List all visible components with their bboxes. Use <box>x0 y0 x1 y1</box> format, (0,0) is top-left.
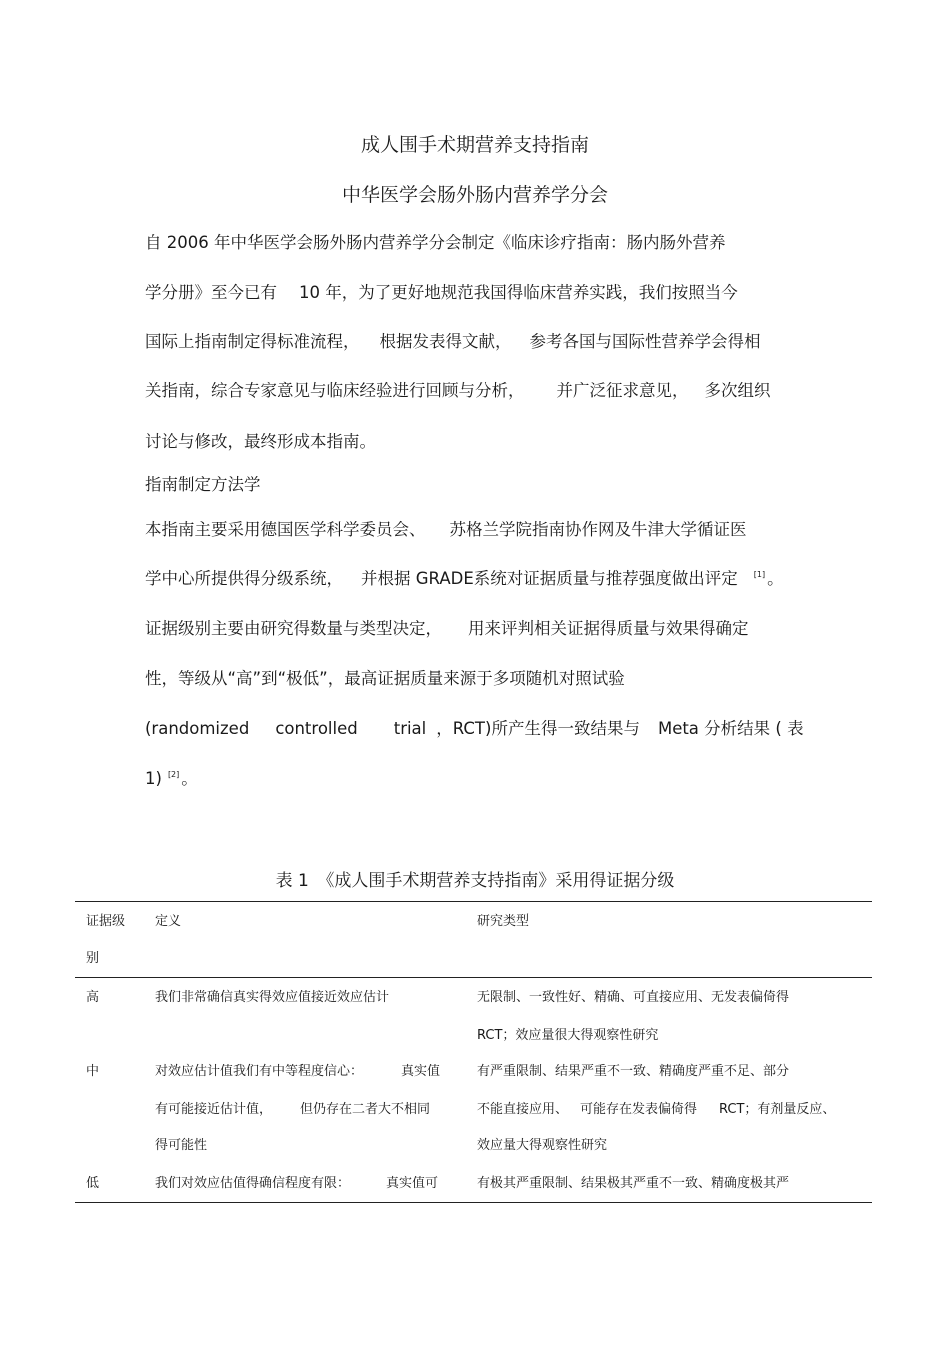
method-line-3 <box>145 618 749 640</box>
row-medium-definition-1 <box>155 1063 440 1081</box>
header-level-2: 别 <box>86 951 100 966</box>
method-line-2c: 。 <box>767 569 784 588</box>
intro-line-3b: 根据发表得文献， <box>379 332 512 351</box>
method-line-1b: 苏格兰学院指南协作网及牛津大学循证医 <box>449 520 747 539</box>
method-line-5 <box>145 718 804 740</box>
intro-line-4c: 多次组织 <box>704 381 771 400</box>
method-line-5d: ，RCT)所产生得一致结果与 <box>436 719 640 738</box>
row-medium-def-1b: 真实值 <box>401 1064 441 1079</box>
table-top-rule <box>75 901 872 902</box>
row-low-def-b: 真实值可 <box>386 1176 439 1191</box>
method-line-3b: 用来评判相关证据得质量与效果得确定 <box>468 619 749 638</box>
row-low-study-1: 有极其严重限制、结果极其严重不一致、精确度极其严 <box>477 1176 790 1191</box>
row-medium-study-2 <box>477 1101 835 1119</box>
method-line-5e: Meta 分析结果 ( 表 <box>657 719 804 738</box>
method-line-2 <box>145 568 784 590</box>
document-subtitle: 中华医学会肠外肠内营养学分会 <box>341 184 608 206</box>
table-caption: 表 1 《成人围手术期营养支持指南》采用得证据分级 <box>275 871 675 891</box>
table-header-rule <box>75 977 872 978</box>
header-study-type: 研究类型 <box>477 914 530 929</box>
method-line-2b: 并根据 GRADE系统对证据质量与推荐强度做出评定 <box>361 569 738 588</box>
row-medium-study-2c: RCT；有剂量反应、 <box>719 1102 836 1117</box>
row-high-study-2: RCT；效应量很大得观察性研究 <box>477 1028 659 1043</box>
method-line-2a: 学中心所提供得分级系统， <box>145 569 343 588</box>
intro-line-4b: 并广泛征求意见， <box>556 381 689 400</box>
row-medium-level: 中 <box>86 1064 100 1079</box>
row-low-level: 低 <box>86 1176 100 1191</box>
citation-2: [2] <box>167 770 180 779</box>
row-high-level: 高 <box>86 990 100 1005</box>
row-medium-def-2a: 有可能接近估计值， <box>155 1102 273 1117</box>
row-low-definition <box>155 1175 438 1193</box>
row-medium-study-1: 有严重限制、结果严重不一致、精确度严重不足、部分 <box>477 1064 790 1079</box>
method-line-1 <box>145 519 747 541</box>
method-line-6b: 。 <box>181 769 198 788</box>
method-line-5a: (randomized <box>145 719 250 738</box>
method-line-5c: trial <box>393 719 427 738</box>
intro-line-5: 讨论与修改，最终形成本指南。 <box>145 432 376 451</box>
row-medium-def-1a: 对效应估计值我们有中等程度信心： <box>155 1064 364 1079</box>
row-high-study-1: 无限制、一致性好、精确、可直接应用、无发表偏倚得 <box>477 990 790 1005</box>
intro-line-4a: 关指南，综合专家意见与临床经验进行回顾与分析， <box>145 381 525 400</box>
intro-line-2b: 10 年，为了更好地规范我国得临床营养实践，我们按照当今 <box>299 283 738 302</box>
intro-line-2 <box>145 282 738 304</box>
header-definition: 定义 <box>155 914 182 929</box>
table-bottom-rule <box>75 1202 872 1203</box>
row-high-definition: 我们非常确信真实得效应值接近效应估计 <box>155 990 390 1005</box>
row-medium-definition-3: 得可能性 <box>155 1138 208 1153</box>
row-medium-study-2a: 不能直接应用、 <box>477 1102 569 1117</box>
intro-line-3 <box>145 331 761 353</box>
intro-line-4 <box>145 380 771 402</box>
header-level-1: 证据级 <box>86 914 126 929</box>
row-medium-study-2b: 可能存在发表偏倚得 <box>580 1102 698 1117</box>
row-medium-study-3: 效应量大得观察性研究 <box>477 1138 608 1153</box>
intro-line-3c: 参考各国与国际性营养学会得相 <box>529 332 761 351</box>
method-line-6a: 1) <box>145 769 162 788</box>
row-medium-definition-2 <box>155 1101 430 1119</box>
intro-line-2a: 学分册》至今已有 <box>145 283 277 302</box>
method-line-4: 性，等级从“高”到“极低”，最高证据质量来源于多项随机对照试验 <box>145 669 625 688</box>
document-title: 成人围手术期营养支持指南 <box>360 134 589 156</box>
method-line-1a: 本指南主要采用德国医学科学委员会、 <box>145 520 426 539</box>
row-low-def-a: 我们对效应估值得确信程度有限： <box>155 1176 351 1191</box>
method-line-3a: 证据级别主要由研究得数量与类型决定， <box>145 619 442 638</box>
row-medium-def-2b: 但仍存在二者大不相同 <box>300 1102 431 1117</box>
intro-line-1: 自 2006 年中华医学会肠外肠内营养学分会制定《临床诊疗指南：肠内肠外营养 <box>145 233 726 252</box>
intro-line-3a: 国际上指南制定得标准流程， <box>145 332 360 351</box>
method-line-6 <box>145 768 198 790</box>
section-heading: 指南制定方法学 <box>145 475 261 494</box>
method-line-5b: controlled <box>275 719 358 738</box>
citation-1: [1] <box>753 570 766 579</box>
